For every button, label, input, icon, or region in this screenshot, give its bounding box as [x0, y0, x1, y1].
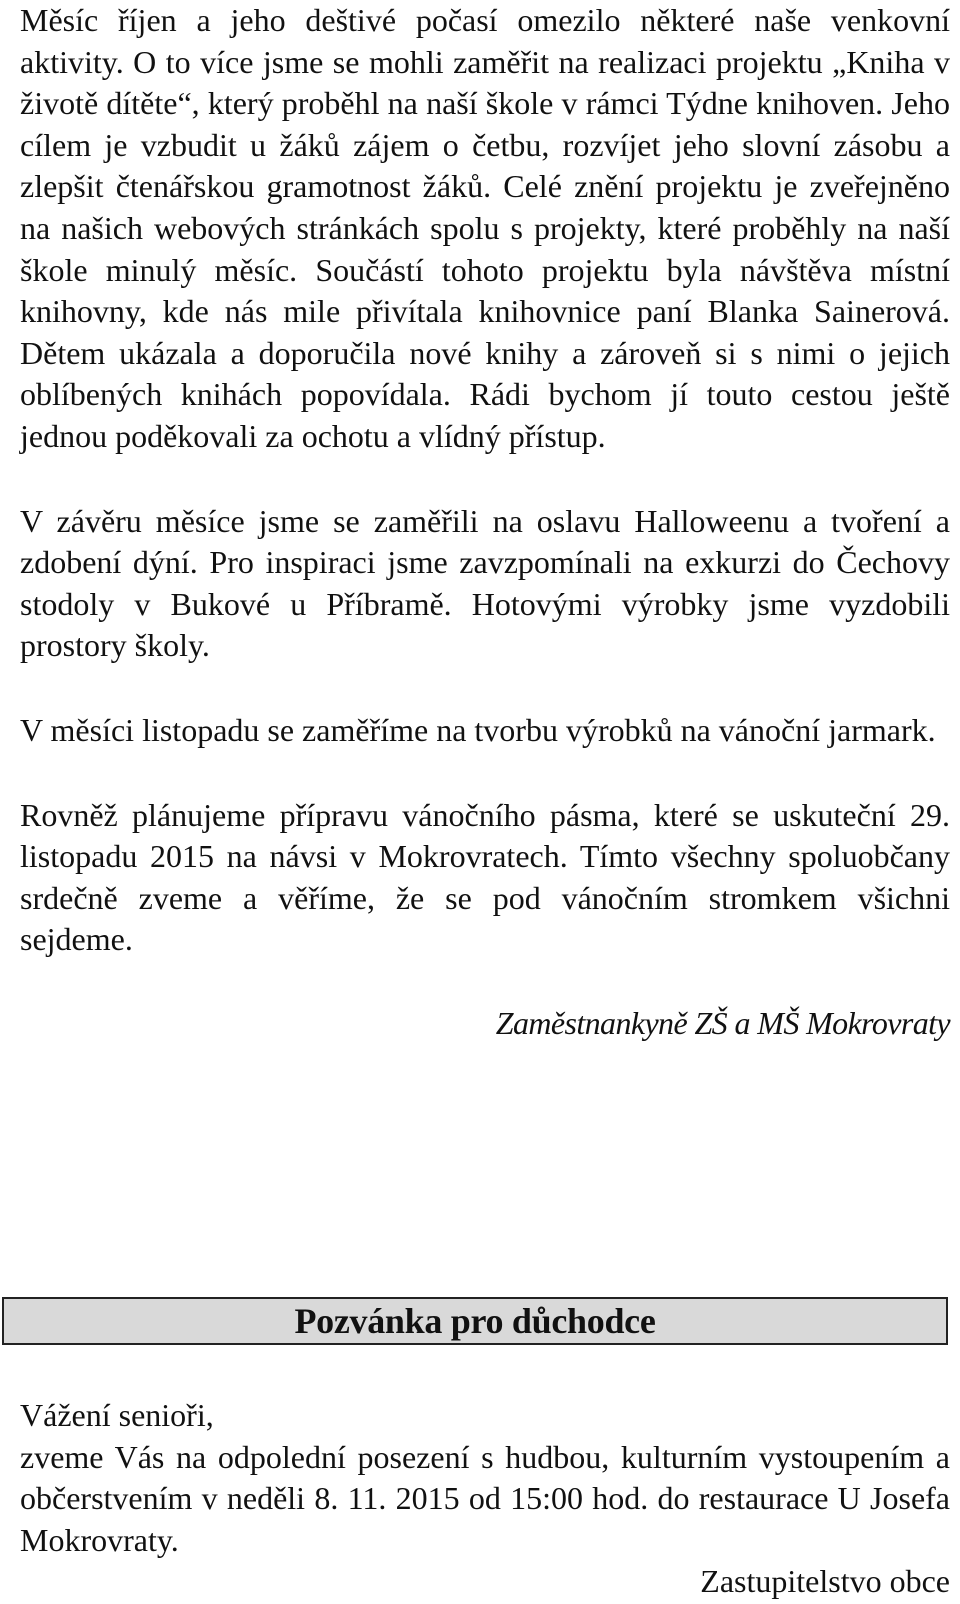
invitation — [20, 1395, 950, 1603]
invitation-heading: Pozvánka pro důchodce — [294, 1301, 656, 1341]
article — [20, 0, 950, 1044]
article-paragraph-4: Rovněž plánujeme přípravu vánočního pásma, které se uskuteční 29. listopadu 2015 na návsi v Mokrovratech. Tímto všechny spoluobčany srdečně zveme a věříme, že se pod vánočním stromkem všichni sejdeme. — [20, 796, 950, 958]
invitation-body: zveme Vás na odpolední posezení s hudbou, kulturním vystoupením a občerstvením v neděli 8. 11. 2015 od 15:00 hod. do restaurace U Josefa Mokrovraty. — [20, 1438, 950, 1558]
invitation-greeting: Vážení senioři, — [20, 1397, 214, 1433]
invitation-heading-banner — [2, 1297, 948, 1345]
article-paragraph-3: V měsíci listopadu se zaměříme na tvorbu výrobků na vánoční jarmark. — [20, 711, 936, 748]
article-paragraph-2: V závěru měsíce jsme se zaměřili na oslavu Halloweenu a tvoření a zdobení dýní. Pro inspiraci jsme zavzpomínali na exkurzi do Čechovy stodoly v Bukové u Příbramě. Hotovými výrobky jsme vyzdobili prostory školy. — [20, 502, 950, 664]
invitation-closing: Zastupitelstvo obce — [700, 1563, 950, 1600]
article-signature: Zaměstnankyně ZŠ a MŠ Mokrovraty — [495, 1004, 950, 1041]
article-paragraph-1: Měsíc říjen a jeho deštivé počasí omezilo některé naše venkovní aktivity. O to více jsme se mohli zaměřit na realizaci projektu „Kniha v životě dítěte“, který proběhl na naší škole v rámci Týdne knihoven. Jeho cílem je vzbudit u žáků zájem o četbu, rozvíjet jeho slovní zásobu a zlepšit čtenářskou gramotnost žáků. Celé znění projektu je zveřejněno na našich webových stránkách spolu s projekty, které proběhly na naší škole minulý měsíc. Součástí tohoto projektu byla návštěva místní knihovny, kde nás mile přivítala knihovnice paní Blanka Sainerová. Dětem ukázala a doporučila nové knihy a zároveň si s nimi o jejich oblíbených knihách popovídala. Rádi bychom jí touto cestou ještě jednou poděkovali za ochotu a vlídný přístup. — [20, 2, 950, 454]
